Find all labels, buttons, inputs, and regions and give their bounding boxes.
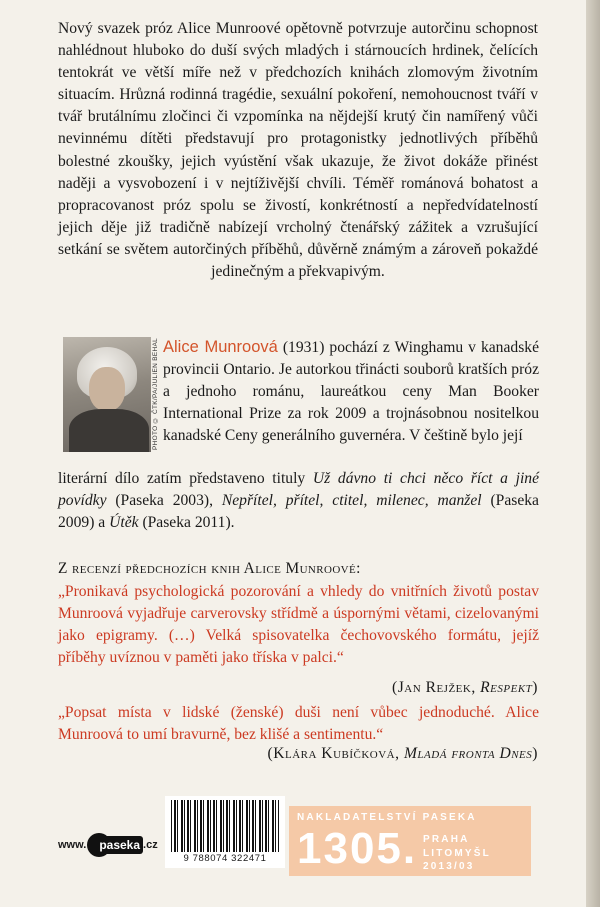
author-name: Alice Munroová [163, 338, 278, 356]
review-source-1: Respekt [480, 679, 533, 696]
cover-edge [586, 0, 600, 907]
stamp-publisher: NAKLADATELSTVÍ PASEKA [297, 812, 477, 823]
photo-credit: PHOTO © ČTK/PA/JULIEN BEHAL [152, 338, 159, 451]
review-quote-2: „Popsat místa v lidské (ženské) duši není vůbec jednoduché. Alice Munroová to umí bravurně, bez klišé a sentimentu.“ [58, 704, 539, 744]
work-title-1: Už dávno ti chci něco říct a jiné povídky [58, 470, 539, 510]
author-photo [63, 337, 151, 452]
works-intro: literární dílo zatím představeno tituly [58, 470, 313, 487]
author-photo-body [69, 409, 149, 452]
reviewer-name-1: (Jan Rejžek, [392, 679, 481, 696]
stamp-city-1: PRAHA [423, 834, 470, 845]
stamp-number: 1305. [297, 824, 418, 873]
isbn-barcode [165, 796, 285, 868]
logo-www: www. [58, 839, 87, 851]
review-quote-1: „Pronikavá psychologická pozorování a vhledy do vnitřních životů postav Munroová vyjadřuje carverovsky střídmě a úspornými větami, cizelovanými jako epigramy. (…) Velká spisovatelka čechovovského formátu, jejíž příběhy uvíznou v paměti jako tříska v palci.“ [58, 583, 539, 667]
work-publisher-1: (Paseka 2003), [106, 492, 222, 510]
barcode-bars [171, 800, 279, 852]
work-publisher-3: (Paseka 2011). [138, 514, 235, 532]
author-bio [163, 336, 539, 447]
reviewer-name-2: (Klára Kubíčková, [267, 745, 404, 762]
author-bio-lead: (1931) pochází z Winghamu v kanadské provincii Ontario. Je autorkou třinácti souborů kratších próz a jednoho románu, laureátkou ceny Man Booker International Prize za rok 2009 a trojnásobnou nositelkou kanadské Ceny generálního guvernéra. V češtině bylo její [163, 339, 539, 445]
publisher-stamp [289, 806, 531, 876]
publisher-logo [58, 833, 158, 857]
review-attribution-2 [268, 745, 538, 763]
review-attribution-1 [392, 679, 538, 697]
attribution-close-2: ) [532, 745, 538, 762]
blurb-text: Nový svazek próz Alice Munroové opětovně potvrzuje autorčinu schopnost nahlédnout hluboko do duší svých mladých i stárnoucích hrdinek, čelících tentokrát ve větší míře než v předchozích knihách zlomovým životním situacím. Hrůzná rodinná tragédie, sexuální pokoření, nemohoucnost tváří v tvář brutálnímu zločinci či vzpomínka na nějdejší krutý čin namířený vůči nevinnému dítěti představují pro protagonistky jednotlivých příběhů bolestné zkoušky, jejich vyústění však ukazuje, že život dokáže přinést naději a vysvobození i v nejtíživější chvíli. Téměř románová bohatost a propracovanost próz spolu se živostí, konkrétností a nepředvídatelností jejich děje již tradičně nabízejí vrcholný čtenářský zážitek a vzrušující setkání se světem autorčiných příběhů, důvěrně známým a zároveň pokaždé jedinečným a překvapivým. [58, 20, 538, 281]
work-title-3: Útěk [109, 514, 139, 532]
stamp-city-2: LITOMYŠL [423, 848, 491, 859]
attribution-close-1: ) [532, 679, 538, 696]
work-publisher-2: (Paseka 2009) a [58, 492, 539, 532]
work-title-2: Nepřítel, přítel, ctitel, milenec, manžel [221, 492, 482, 510]
stamp-date: 2013/03 [423, 861, 475, 872]
author-bio-works [58, 468, 539, 534]
author-photo-face [89, 367, 125, 411]
isbn-number: 9 788074 322471 [183, 853, 267, 864]
review-source-2: Mladá fronta Dnes [403, 745, 533, 762]
reviews-heading: Z recenzí předchozích knih Alice Munroové: [58, 560, 361, 577]
logo-tld: .cz [143, 839, 158, 851]
logo-brand: paseka [96, 836, 143, 854]
